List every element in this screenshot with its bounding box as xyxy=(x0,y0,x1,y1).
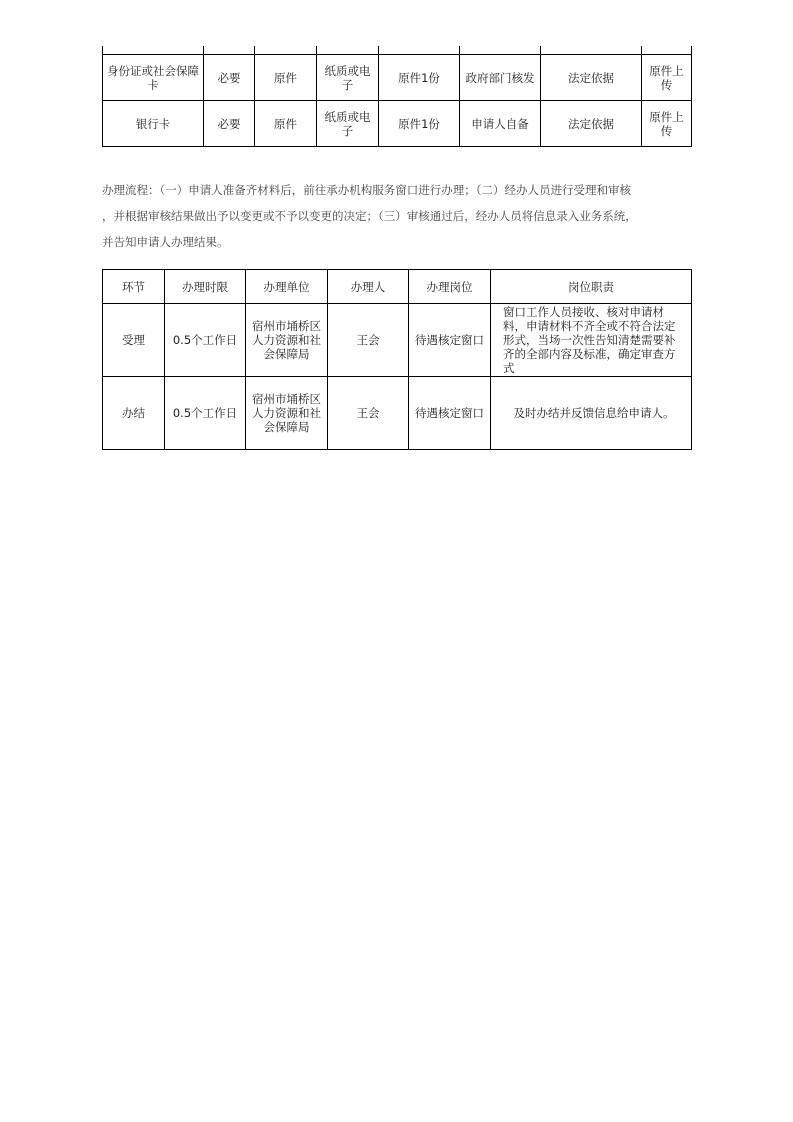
step-limit: 0.5个工作日 xyxy=(165,304,246,377)
table-row-continuation xyxy=(103,46,692,55)
material-copies: 原件1份 xyxy=(379,101,460,147)
material-form: 原件 xyxy=(255,55,317,101)
material-medium: 纸质或电子 xyxy=(317,55,379,101)
header-unit: 办理单位 xyxy=(246,270,328,304)
materials-table xyxy=(102,46,692,147)
table-row xyxy=(103,55,692,101)
step-person: 王会 xyxy=(328,304,409,377)
process-line-3: 并告知申请人办理结果。 xyxy=(102,235,229,249)
step-duty: 窗口工作人员接收、核对申请材料，申请材料不齐全或不符合法定形式，当场一次性告知清楚需要补齐的全部内容及标准，确定审查方式 xyxy=(491,304,692,377)
step-limit: 0.5个工作日 xyxy=(165,377,246,450)
table-row xyxy=(103,101,692,147)
material-basis: 法定依据 xyxy=(541,55,642,101)
material-source: 政府部门核发 xyxy=(460,55,541,101)
material-required: 必要 xyxy=(204,55,255,101)
header-duty: 岗位职责 xyxy=(491,270,692,304)
step-stage: 办结 xyxy=(103,377,165,450)
material-form: 原件 xyxy=(255,101,317,147)
header-limit: 办理时限 xyxy=(165,270,246,304)
material-upload: 原件上传 xyxy=(642,101,692,147)
material-name: 身份证或社会保障卡 xyxy=(103,55,204,101)
header-person: 办理人 xyxy=(328,270,409,304)
step-unit: 宿州市埇桥区人力资源和社会保障局 xyxy=(246,304,328,377)
material-basis: 法定依据 xyxy=(541,101,642,147)
process-line-2: ，并根据审核结果做出予以变更或不予以变更的决定；（三）审核通过后，经办人员将信息录入业务系统， xyxy=(102,209,637,223)
process-description xyxy=(102,177,692,255)
steps-table xyxy=(102,269,692,450)
step-stage: 受理 xyxy=(103,304,165,377)
material-medium: 纸质或电子 xyxy=(317,101,379,147)
material-name: 银行卡 xyxy=(103,101,204,147)
table-row xyxy=(103,304,692,377)
process-line-1: 办理流程：（一）申请人准备齐材料后，前往承办机构服务窗口进行办理；（二）经办人员进行受理和审核 xyxy=(102,183,631,197)
material-required: 必要 xyxy=(204,101,255,147)
step-post: 待遇核定窗口 xyxy=(409,377,491,450)
step-duty: 及时办结并反馈信息给申请人。 xyxy=(491,377,692,450)
material-copies: 原件1份 xyxy=(379,55,460,101)
table-row xyxy=(103,377,692,450)
table-header-row xyxy=(103,270,692,304)
step-post: 待遇核定窗口 xyxy=(409,304,491,377)
header-stage: 环节 xyxy=(103,270,165,304)
material-source: 申请人自备 xyxy=(460,101,541,147)
step-unit: 宿州市埇桥区人力资源和社会保障局 xyxy=(246,377,328,450)
header-post: 办理岗位 xyxy=(409,270,491,304)
material-upload: 原件上传 xyxy=(642,55,692,101)
step-person: 王会 xyxy=(328,377,409,450)
